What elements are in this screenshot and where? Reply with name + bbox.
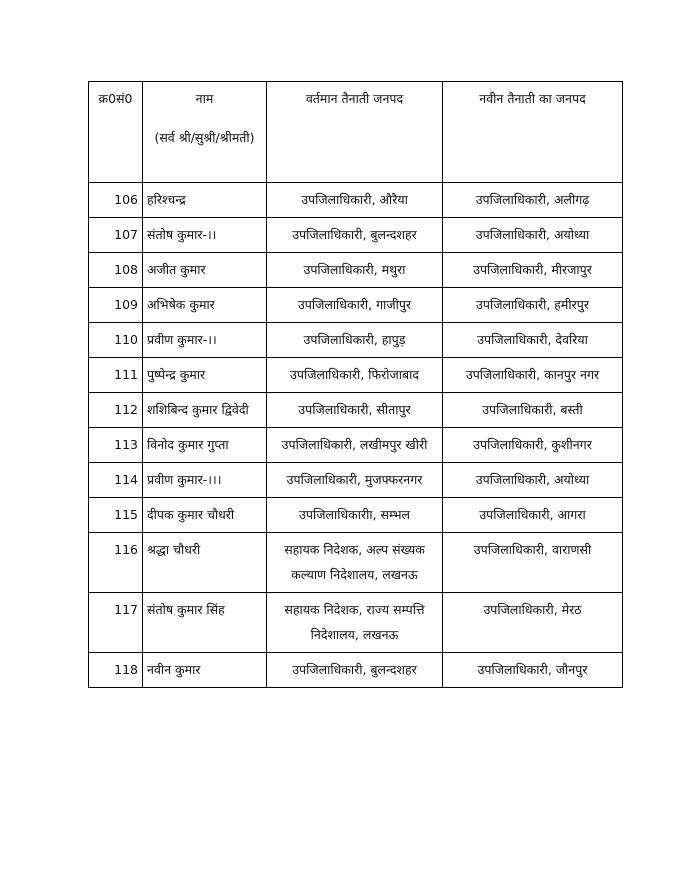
row-name: पुष्पेन्द्र कुमार [143,358,267,393]
table-row [89,183,623,218]
row-current-posting: उपजिलाधिकारी, सीतापुर [267,393,443,428]
row-current-posting: उपजिलाधिकारी, मुजफ्फरनगर [267,463,443,498]
row-sno: 108 [89,253,143,288]
row-sno: 118 [89,653,143,688]
header-new: नवीन तैनाती का जनपद [443,82,623,183]
table-row [89,218,623,253]
table-row [89,253,623,288]
row-new-posting: उपजिलाधिकारी, मेरठ [443,593,623,653]
row-new-posting: उपजिलाधिकारी, वाराणसी [443,533,623,593]
table-row [89,653,623,688]
header-name-label: नाम [195,91,214,106]
row-current-posting: सहायक निदेशक, राज्य सम्पत्ति निदेशालय, लखनऊ [267,593,443,653]
row-current-posting: उपजिलाधिकारी, गाजीपुर [267,288,443,323]
transfer-table [88,81,623,688]
row-current-posting: उपजिलाधिकारी, मथुरा [267,253,443,288]
row-name: अजीत कुमार [143,253,267,288]
row-new-posting: उपजिलाधिकारी, अयोध्या [443,463,623,498]
row-name: शशिबिन्द कुमार द्विवेदी [143,393,267,428]
row-current-posting: उपजिलाधिकारी, फिरोजाबाद [267,358,443,393]
table-row [89,323,623,358]
row-new-posting: उपजिलाधिकारी, कुशीनगर [443,428,623,463]
row-sno: 107 [89,218,143,253]
header-name [143,82,267,183]
row-name: विनोद कुमार गुप्ता [143,428,267,463]
row-name: अभिषेक कुमार [143,288,267,323]
row-current-posting: उपजिलाधिकारी, औरैया [267,183,443,218]
table-row [89,358,623,393]
row-sno: 110 [89,323,143,358]
row-sno: 116 [89,533,143,593]
row-new-posting: उपजिलाधिकारी, हमीरपुर [443,288,623,323]
row-name: प्रवीण कुमार-।। [143,323,267,358]
header-sno: क्र0सं0 [89,82,143,183]
table-row [89,463,623,498]
header-current: वर्तमान तैनाती जनपद [267,82,443,183]
header-row [89,82,623,183]
row-sno: 106 [89,183,143,218]
row-name: श्रद्धा चौधरी [143,533,267,593]
row-new-posting: उपजिलाधिकारी, बस्ती [443,393,623,428]
table-row [89,393,623,428]
table-row [89,533,623,593]
table-row [89,288,623,323]
row-current-posting: उपजिलाधिकारी, हापुड़ [267,323,443,358]
table-row [89,428,623,463]
row-name: संतोष कुमार-।। [143,218,267,253]
row-new-posting: उपजिलाधिकारी, आगरा [443,498,623,533]
row-new-posting: उपजिलाधिकारी, अयोध्या [443,218,623,253]
row-new-posting: उपजिलाधिकारी, जौनपुर [443,653,623,688]
row-name: दीपक कुमार चौधरी [143,498,267,533]
row-current-posting: उपजिलाधिकारी, बुलन्दशहर [267,218,443,253]
table-row [89,593,623,653]
row-sno: 111 [89,358,143,393]
row-sno: 112 [89,393,143,428]
row-current-posting: उपजिलाधिकारी, लखीमपुर खीरी [267,428,443,463]
row-current-posting: सहायक निदेशक, अल्प संख्यक कल्याण निदेशालय, लखनऊ [267,533,443,593]
row-new-posting: उपजिलाधिकारी, अलीगढ़ [443,183,623,218]
row-sno: 109 [89,288,143,323]
row-sno: 115 [89,498,143,533]
row-current-posting: उपजिलाधिकारी, बुलन्दशहर [267,653,443,688]
row-sno: 117 [89,593,143,653]
row-new-posting: उपजिलाधिकारी, देवरिया [443,323,623,358]
row-name: प्रवीण कुमार-।।। [143,463,267,498]
table-row [89,498,623,533]
row-name: संतोष कुमार सिंह [143,593,267,653]
header-name-sub: (सर्व श्री/सुश्री/श्रीमती) [154,130,255,145]
row-current-posting: उपजिलाधिकारीा, सम्भल [267,498,443,533]
row-sno: 113 [89,428,143,463]
row-name: नवीन कुमार [143,653,267,688]
row-new-posting: उपजिलाधिकारी, कानपुर नगर [443,358,623,393]
row-new-posting: उपजिलाधिकारी, मीरजापुर [443,253,623,288]
row-name: हरिश्चन्द्र [143,183,267,218]
row-sno: 114 [89,463,143,498]
